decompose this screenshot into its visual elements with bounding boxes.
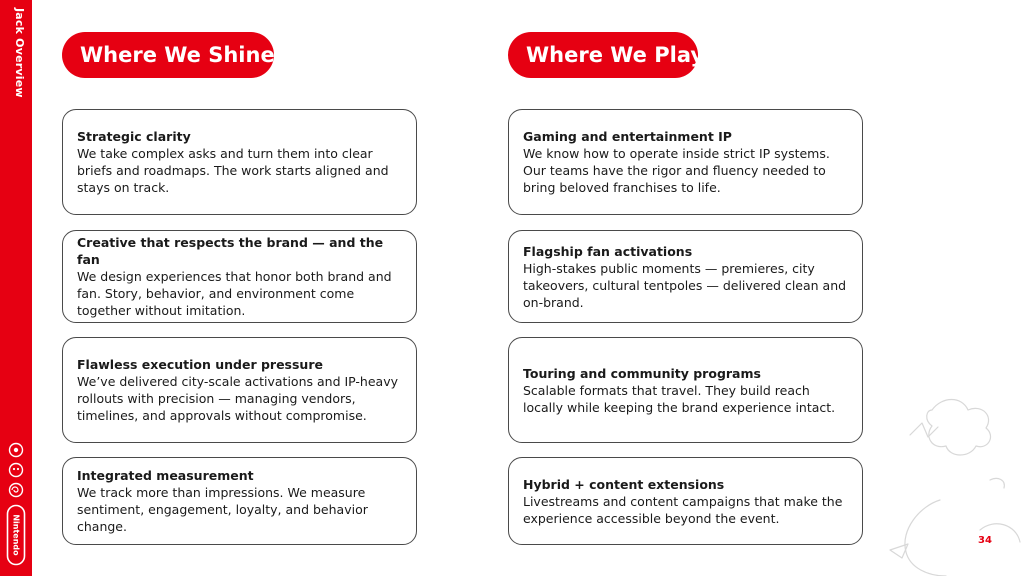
card-body: We know how to operate inside strict IP systems. Our teams have the rigor and fluency needed to bring beloved franchises to life. <box>523 146 830 195</box>
heading-where-we-play: Where We Play <box>508 32 698 78</box>
card-body: Livestreams and content campaigns that make the experience accessible beyond the event. <box>523 493 843 526</box>
card-title: Creative that respects the brand — and the fan <box>77 235 384 267</box>
controller-icon <box>8 442 24 458</box>
card-strategic-clarity <box>62 109 417 215</box>
nintendo-logo-text: Nintendo <box>11 514 21 556</box>
decorative-doodle <box>870 380 1024 576</box>
face-icon <box>8 462 24 478</box>
nintendo-logo <box>6 504 26 566</box>
card-flawless-execution <box>62 337 417 443</box>
card-title: Gaming and entertainment IP <box>523 129 732 144</box>
card-title: Hybrid + content extensions <box>523 476 725 492</box>
sidebar-label: Jack Overview <box>13 8 26 98</box>
card-title: Flawless execution under pressure <box>77 357 323 372</box>
card-title: Strategic clarity <box>77 129 191 144</box>
spiral-icon <box>8 482 24 498</box>
card-title: Integrated measurement <box>77 468 254 483</box>
page-number: 34 <box>978 535 992 546</box>
card-creative-respects-brand <box>62 230 417 323</box>
heading-where-we-shine: Where We Shine <box>62 32 274 78</box>
card-gaming-entertainment-ip <box>508 109 863 215</box>
card-body: We track more than impressions. We measure sentiment, engagement, loyalty, and behavior change. <box>77 485 368 534</box>
card-body: We design experiences that honor both brand and fan. Story, behavior, and environment come together without imitation. <box>77 269 392 318</box>
card-body: Scalable formats that travel. They build reach locally while keeping the brand experience intact. <box>523 382 836 415</box>
sidebar <box>0 0 32 576</box>
card-integrated-measurement <box>62 457 417 545</box>
card-body: High-stakes public moments — premieres, city takeovers, cultural tentpoles — delivered clean and on-brand. <box>523 260 847 310</box>
card-hybrid-content-extensions <box>508 457 863 545</box>
card-touring-community-programs <box>508 337 863 443</box>
card-title: Flagship fan activations <box>523 243 693 259</box>
card-body: We’ve delivered city-scale activations and IP-heavy rollouts with precision — managing vendors, timelines, and approvals without compromise. <box>77 374 399 423</box>
card-title: Touring and community programs <box>523 365 761 381</box>
card-body: We take complex asks and turn them into clear briefs and roadmaps. The work starts aligned and stays on track. <box>77 146 389 195</box>
brand-icons <box>6 442 26 498</box>
card-flagship-fan-activations <box>508 230 863 323</box>
